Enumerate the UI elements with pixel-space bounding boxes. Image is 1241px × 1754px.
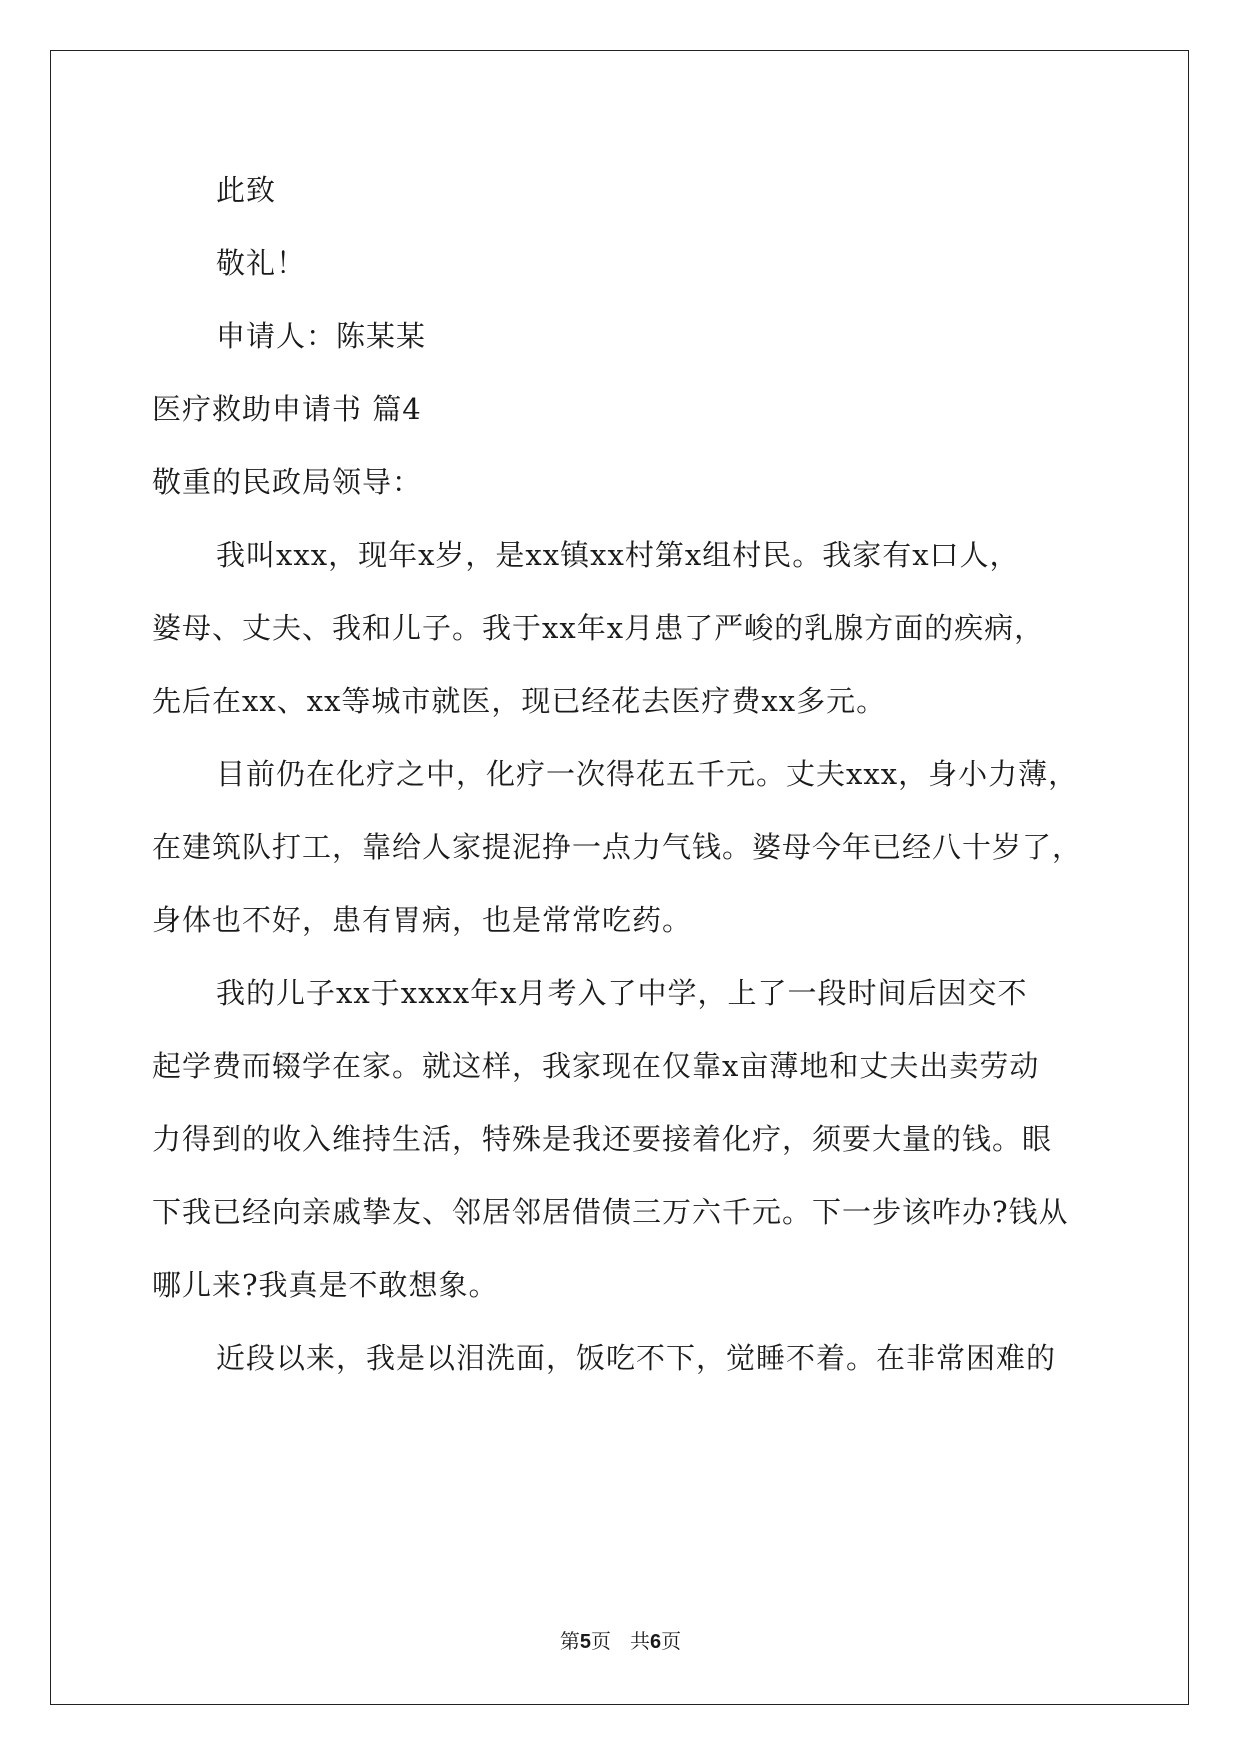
footer-prefix: 第 <box>559 1629 580 1653</box>
applicant-signature: 申请人：陈某某 <box>216 319 427 353</box>
body-line: 近段以来，我是以泪洗面，饭吃不下，觉睡不着。在非常困难的 <box>216 1341 1057 1375</box>
body-line: 力得到的收入维持生活，特殊是我还要接着化疗，须要大量的钱。眼 <box>152 1122 1053 1156</box>
body-line: 先后在xx、xx等城市就医，现已经花去医疗费xx多元。 <box>152 684 887 718</box>
body-line: 在建筑队打工，靠给人家提泥挣一点力气钱。婆母今年已经八十岁了， <box>152 830 1083 864</box>
body-line: 我的儿子xx于xxxx年x月考入了中学，上了一段时间后因交不 <box>216 976 1028 1010</box>
salutation: 敬重的民政局领导： <box>152 465 423 499</box>
body-line: 下我已经向亲戚挚友、邻居邻居借债三万六千元。下一步该咋办?钱从 <box>152 1195 1069 1229</box>
closing-line-2: 敬礼！ <box>216 246 307 280</box>
body-line: 目前仍在化疗之中，化疗一次得花五千元。丈夫xxx，身小力薄， <box>216 757 1079 791</box>
footer-mid: 页 共 <box>590 1629 651 1653</box>
body-line: 我叫xxx，现年x岁，是xx镇xx村第x组村民。我家有x口人， <box>216 538 1020 572</box>
page-border <box>50 50 1189 1705</box>
section-title: 医疗救助申请书 篇4 <box>152 392 422 426</box>
closing-line-1: 此致 <box>216 173 277 207</box>
current-page-number: 5 <box>579 1631 591 1653</box>
body-line: 婆母、丈夫、我和儿子。我于xx年x月患了严峻的乳腺方面的疾病， <box>152 611 1045 645</box>
body-line: 身体也不好，患有胃病，也是常常吃药。 <box>152 903 693 937</box>
body-line: 起学费而辍学在家。就这样，我家现在仅靠x亩薄地和丈夫出卖劳动 <box>152 1049 1040 1083</box>
total-pages-number: 6 <box>650 1631 662 1653</box>
page-footer <box>0 1628 1241 1655</box>
footer-suffix: 页 <box>661 1629 682 1653</box>
body-line: 哪儿来?我真是不敢想象。 <box>152 1268 499 1302</box>
